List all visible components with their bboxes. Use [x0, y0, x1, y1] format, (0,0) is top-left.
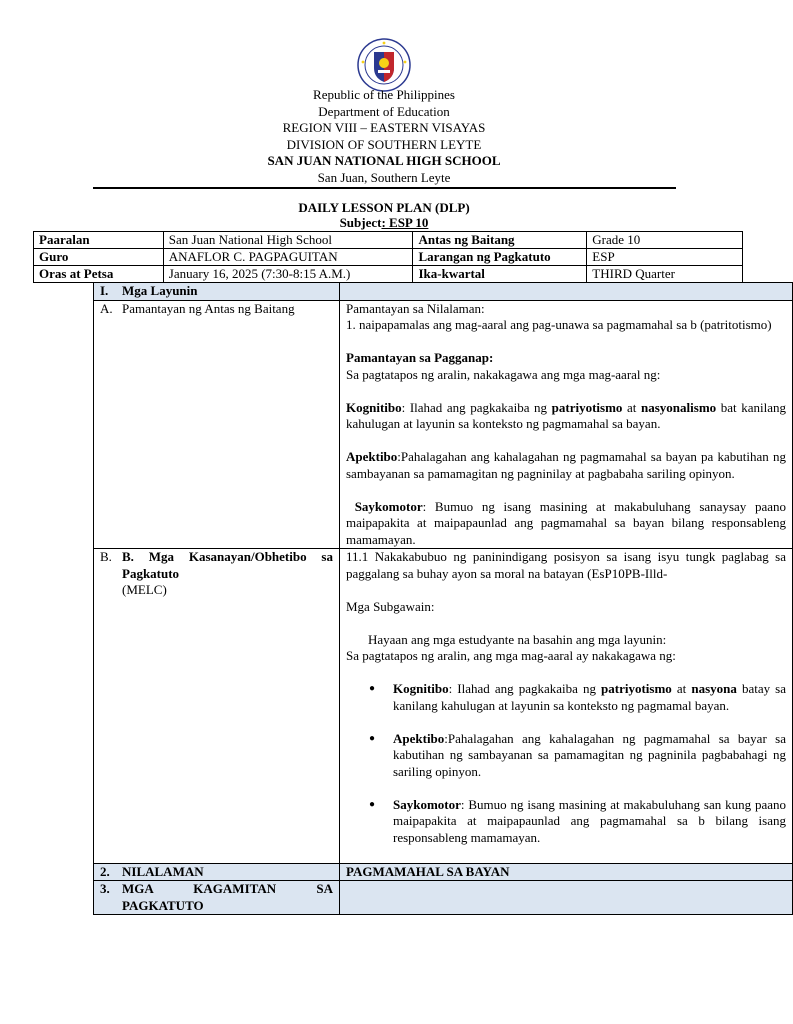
info-table: [33, 231, 743, 283]
row-b-content: [340, 549, 793, 864]
nilalaman-title: Pamantayan sa Nilalaman:: [346, 300, 485, 316]
document-header: [0, 87, 768, 186]
apektibo-label: Apektibo: [346, 449, 398, 464]
row-b-melc-label: (MELC): [122, 582, 167, 597]
row-b-label-cell: [94, 549, 340, 864]
subject-value: : ESP 10: [381, 215, 429, 230]
kognitibo-text: : Ilahad ang pagkakaiba ng: [448, 681, 602, 696]
header-address: San Juan, Southern Leyte: [317, 169, 451, 185]
info-row: [34, 232, 743, 249]
row-b-letter: B.: [100, 549, 112, 564]
section-layunin-row: [94, 283, 793, 301]
kognitibo-term-1: patriyotismo: [601, 681, 672, 696]
kognitibo-label: Kognitibo: [346, 399, 402, 415]
section-number: 3.: [100, 881, 110, 896]
dlp-title: DAILY LESSON PLAN (DLP): [298, 200, 470, 215]
section-number: I.: [100, 283, 109, 298]
kognitibo-text: batay sa kanilang kahulugan at layunin sa konteksto ng pagmamal bayan.: [393, 681, 786, 713]
saykomotor-text: : Bumuo ng isang masining at makabuluhang san kung paano maipapakita at maipapaunlad ang pagmamahal sa b bilang isang responsableng mamamayan.: [393, 796, 786, 845]
section-nilalaman-row: [94, 863, 793, 881]
header-school: SAN JUAN NATIONAL HIGH SCHOOL: [267, 153, 501, 168]
kognitibo-text: : Ilahad ang pagkakaiba ng: [401, 399, 552, 415]
list-item: [393, 731, 786, 781]
kognitibo-term-2: nasyonalismo: [641, 399, 717, 415]
antas-label: Antas ng Baitang: [413, 232, 587, 249]
dlp-title-block: [0, 200, 768, 230]
row-b-label: B. Mga Kasanayan/Obhetibo sa Pagkatuto: [122, 549, 333, 581]
header-department: Department of Education: [318, 103, 450, 119]
kognitibo-text: bat kanilang kahulugan at layunin sa konteksto ng pagmamahal sa bayan.: [346, 399, 786, 431]
info-row: [34, 249, 743, 266]
header-divider: [93, 187, 676, 189]
larangan-label: Larangan ng Pagkatuto: [413, 249, 587, 266]
section-kagamitan-row: [94, 881, 793, 915]
apektibo-paragraph: [346, 449, 786, 482]
section-nilalaman-header: [94, 863, 340, 881]
section-layunin-empty: [340, 283, 793, 301]
info-row: [34, 266, 743, 283]
lesson-plan-table: [93, 282, 793, 915]
paaralan-value: San Juan National High School: [163, 232, 413, 249]
guro-label: Guro: [34, 249, 164, 266]
antas-value: Grade 10: [587, 232, 743, 249]
kognitibo-term-2: nasyona: [691, 681, 737, 696]
row-a-label-cell: [94, 300, 340, 549]
row-a-letter: A.: [100, 300, 113, 316]
nilalaman-text: 1. naipapamalas ang mag-aaral ang pag-unawa sa pagmamahal sa b (patritotismo): [346, 317, 772, 332]
row-a: [94, 300, 793, 549]
apektibo-text: :Pahalagahan ang kahalagahan ng pagmamahal sa bayar sa kabutihan ng sambayanan sa pamamagitan ng pagninila pagbabahagi ng sariling opinyon.: [393, 730, 786, 779]
list-item: [393, 681, 786, 714]
header-region: REGION VIII – EASTERN VISAYAS: [282, 120, 486, 135]
oras-label: Oras at Petsa: [34, 266, 164, 283]
saykomotor-text: : Bumuo ng isang masining at makabuluhang sanaysay paano maipapakita at maipapaunlad ang pagmamahal sa bayan bilang responsableng mamamayan.: [346, 498, 787, 547]
kognitibo-label: Kognitibo: [393, 681, 449, 696]
section-number: 2.: [100, 863, 110, 879]
list-item: [393, 797, 786, 847]
lesson-plan-table-wrap: [93, 282, 787, 1024]
saykomotor-label: Saykomotor: [354, 498, 423, 514]
pagganap-text: Sa pagtatapos ng aralin, nakakagawa ang mga mag-aaral ng:: [346, 366, 661, 382]
subgawain-title: Mga Subgawain:: [346, 598, 435, 614]
nilalaman-value: PAGMAMAHAL SA BAYAN: [340, 863, 793, 881]
kognitibo-text: at: [622, 399, 642, 415]
kognitibo-term-1: patriyotismo: [551, 399, 623, 415]
saykomotor-paragraph: [346, 499, 786, 549]
row-a-content: [340, 300, 793, 549]
section-title: NILALAMAN: [122, 863, 204, 879]
pagtatapos-text: Sa pagtatapos ng aralin, ang mga mag-aaral ay nakakagawa ng:: [346, 648, 676, 663]
section-title: MGA KAGAMITAN SA PAGKATUTO: [122, 881, 333, 913]
header-division: DIVISION OF SOUTHERN LEYTE: [286, 136, 482, 152]
subject-line: [0, 215, 768, 230]
row-b: [94, 549, 793, 864]
oras-value: January 16, 2025 (7:30-8:15 A.M.): [163, 266, 413, 283]
deped-seal-logo: [357, 38, 411, 92]
section-kagamitan-empty: [340, 881, 793, 915]
section-title: Mga Layunin: [122, 283, 198, 298]
kognitibo-text: at: [671, 681, 692, 696]
kwartal-label: Ika-kwartal: [413, 266, 587, 283]
hayaan-text: Hayaan ang mga estudyante na basahin ang mga layunin:: [368, 631, 667, 647]
guro-value: ANAFLOR C. PAGPAGUITAN: [163, 249, 413, 266]
apektibo-text: :Pahalagahan ang kahalagahan ng pagmamahal sa bayan pa kabutihan ng sambayanan sa pamamagitan ng pagninilay at pagbabaha sariling opinyon.: [346, 449, 786, 481]
melc-text: 11.1 Nakakabubuo ng paninindigang posisyon sa isang isyu tungk paglabag sa paggalang sa buhay ayon sa moral na batayan (EsP10PB-Illd-: [346, 549, 786, 581]
larangan-value: ESP: [587, 249, 743, 266]
subject-label: Subject: [339, 215, 382, 230]
section-kagamitan-header: [94, 881, 340, 915]
objectives-list: [346, 681, 786, 846]
section-layunin-header: [94, 283, 340, 301]
kwartal-value: THIRD Quarter: [587, 266, 743, 283]
pagganap-title: Pamantayan sa Pagganap:: [346, 350, 494, 365]
saykomotor-label: Saykomotor: [393, 796, 461, 812]
header-republic: Republic of the Philippines: [313, 87, 455, 102]
row-a-label: Pamantayan ng Antas ng Baitang: [122, 300, 295, 316]
kognitibo-paragraph: [346, 400, 786, 433]
apektibo-label: Apektibo: [393, 730, 445, 746]
paaralan-label: Paaralan: [34, 232, 164, 249]
